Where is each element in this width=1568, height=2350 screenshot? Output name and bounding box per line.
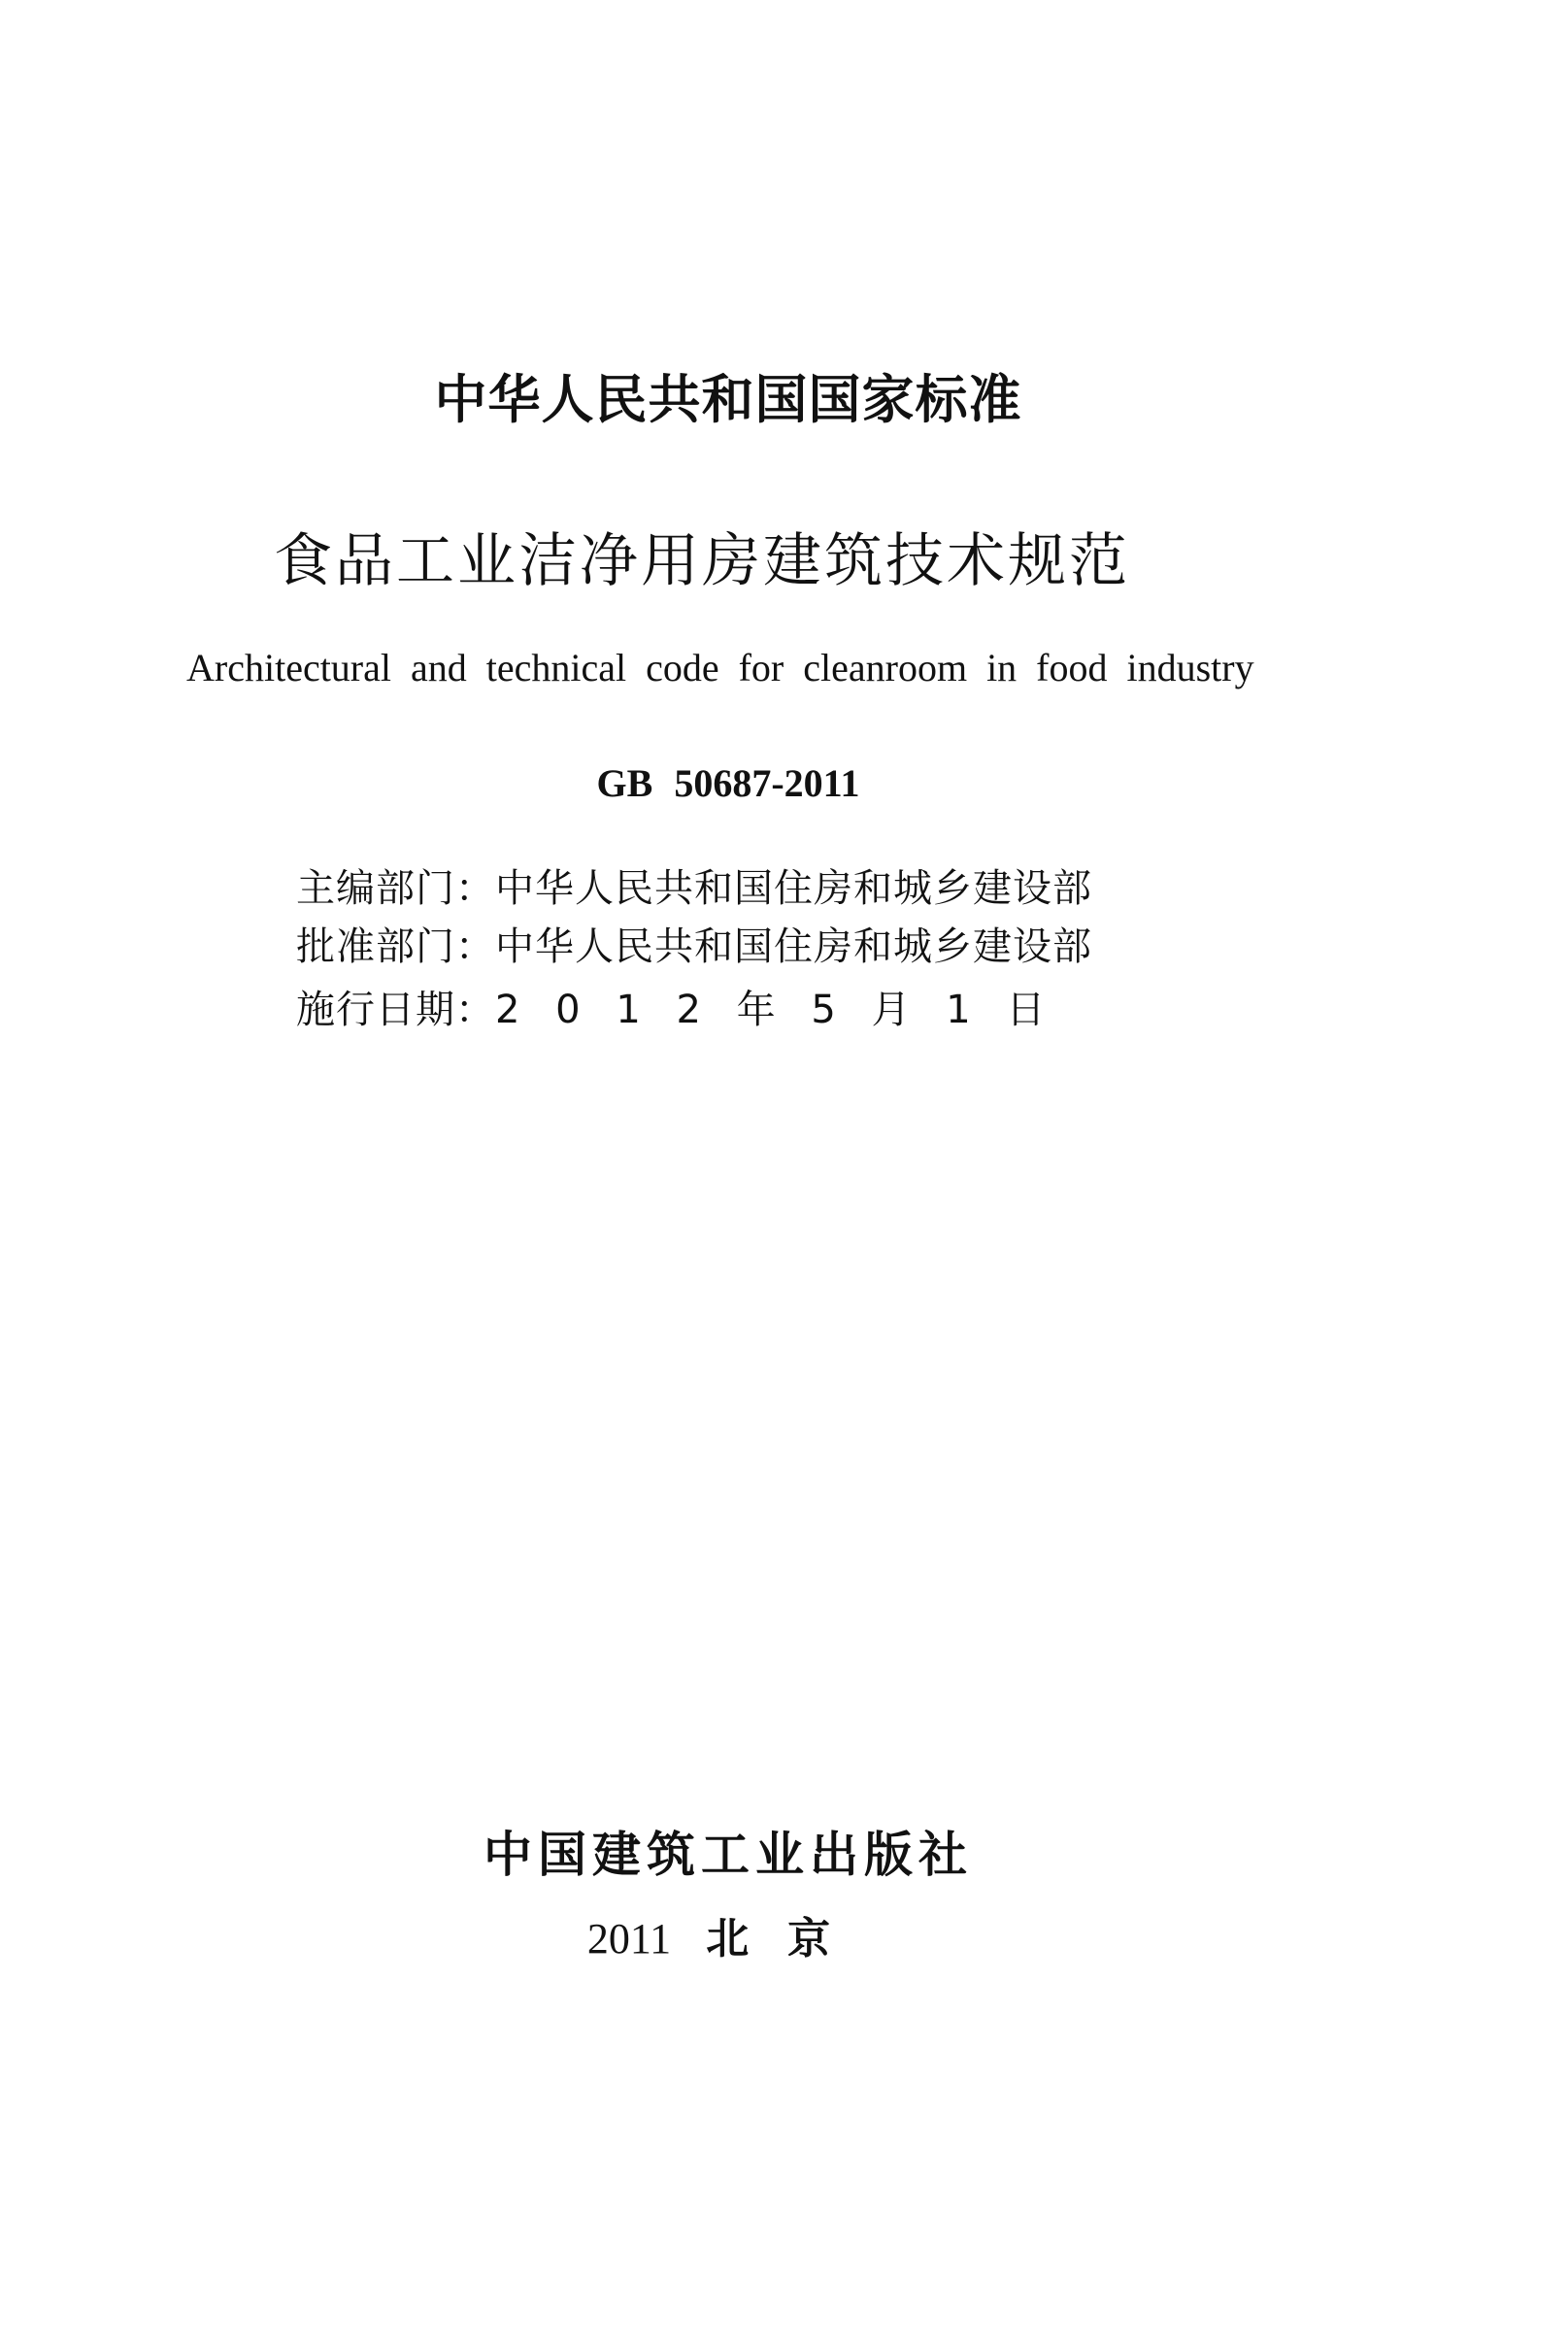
effective-date-label: 施行日期： (296, 988, 495, 1032)
approving-department-label: 批准部门： (296, 924, 495, 969)
effective-date-value: 2 0 1 2 年 5 月 1 日 (495, 988, 1047, 1032)
document-title-chinese: 食品工业洁净用房建筑技术规范 (274, 527, 1130, 595)
standard-code: GB 50687-2011 (596, 761, 860, 805)
editor-department-label: 主编部门： (296, 866, 495, 911)
document-title-english: Architectural and technical code for cleanroom in food industry (186, 646, 1254, 689)
effective-date-row (296, 988, 1047, 1032)
editor-department-row (296, 866, 1092, 911)
standard-series-heading: 中华人民共和国国家标准 (434, 369, 1022, 430)
editor-department-value: 中华人民共和国住房和城乡建设部 (495, 866, 1092, 911)
publication-year: 2011 (586, 1915, 672, 1963)
approving-department-value: 中华人民共和国住房和城乡建设部 (495, 924, 1092, 969)
publication-city: 北京 (706, 1914, 870, 1964)
publisher-name: 中国建筑工业出版社 (484, 1826, 973, 1883)
publication-year-place (0, 1914, 1456, 1964)
approving-department-row (296, 924, 1092, 969)
